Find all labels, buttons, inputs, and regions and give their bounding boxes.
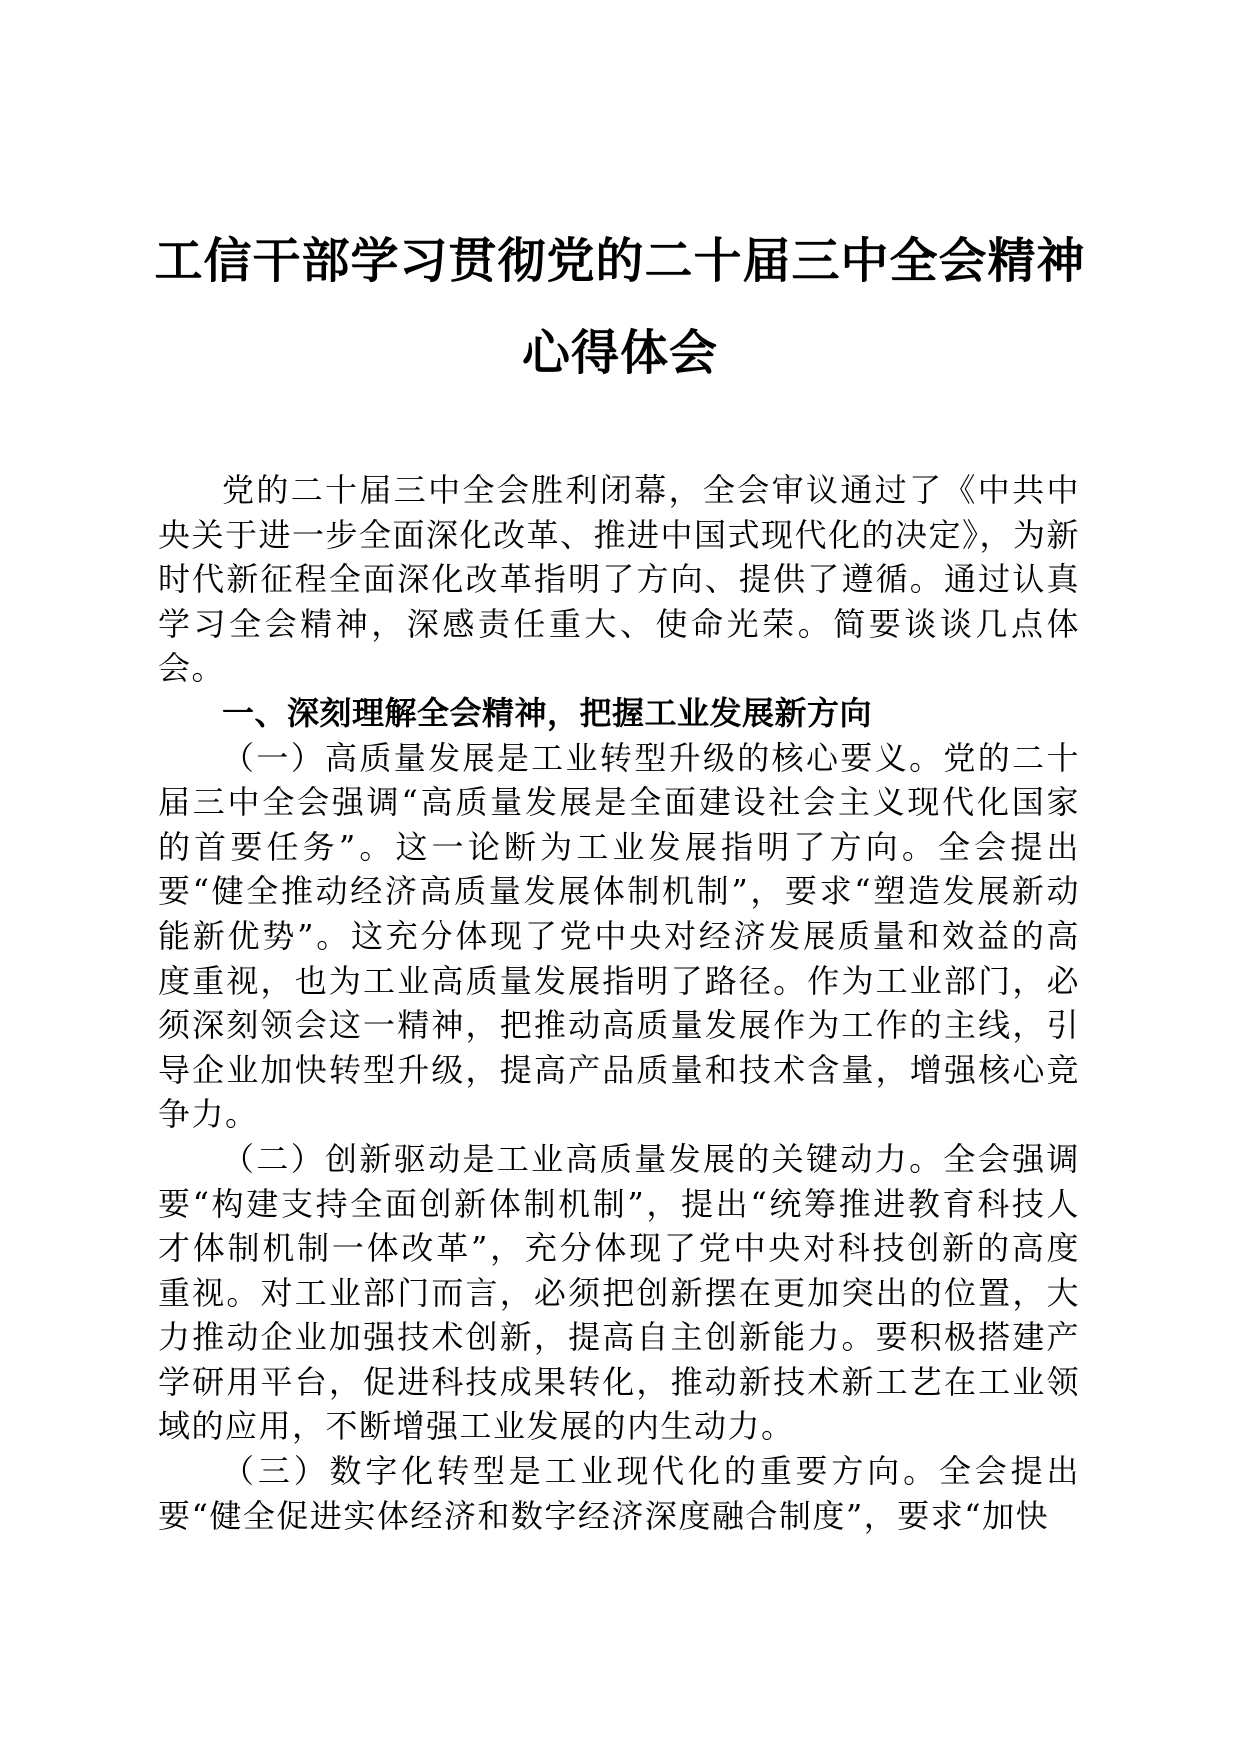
document-title: 工信干部学习贯彻党的二十届三中全会精神心得体会 — [154, 233, 1086, 381]
section-heading-1: 一、深刻理解全会精神，把握工业发展新方向 — [222, 693, 873, 732]
paragraph-1-2: （二）创新驱动是工业高质量发展的关键动力。全会强调要“构建支持全面创新体制机制”，提出“统筹推进教育科技人才体制机制一体改革”，充分体现了党中央对科技创新的高度重视。对工业部门而言，必须把创新摆在更加突出的位置，大力推动企业加强技术创新，提高自主创新能力。要积极搭建产学研用平台，促进科技成果转化，推动新技术新工艺在工业领域的应用，不断增强工业发展的内生动力。 — [158, 1139, 1080, 1446]
paragraph-1-1: （一）高质量发展是工业转型升级的核心要义。党的二十届三中全会强调“高质量发展是全面建设社会主义现代化国家的首要任务”。这一论断为工业发展指明了方向。全会提出要“健全推动经济高质量发展体制机制”，要求“塑造发展新动能新优势”。这充分体现了党中央对经济发展质量和效益的高度重视，也为工业高质量发展指明了路径。作为工业部门，必须深刻领会这一精神，把推动高质量发展作为工作的主线，引导企业加快转型升级，提高产品质量和技术含量，增强核心竞争力。 — [158, 738, 1080, 1134]
paragraph-intro: 党的二十届三中全会胜利闭幕，全会审议通过了《中共中央关于进一步全面深化改革、推进中国式现代化的决定》，为新时代新征程全面深化改革指明了方向、提供了遵循。通过认真学习全会精神，深感责任重大、使命光荣。简要谈谈几点体会。 — [158, 471, 1081, 688]
document-body — [158, 468, 1080, 1538]
paragraph-1-3: （三）数字化转型是工业现代化的重要方向。全会提出要“健全促进实体经济和数字经济深度融合制度”，要求“加快 — [158, 1452, 1080, 1535]
